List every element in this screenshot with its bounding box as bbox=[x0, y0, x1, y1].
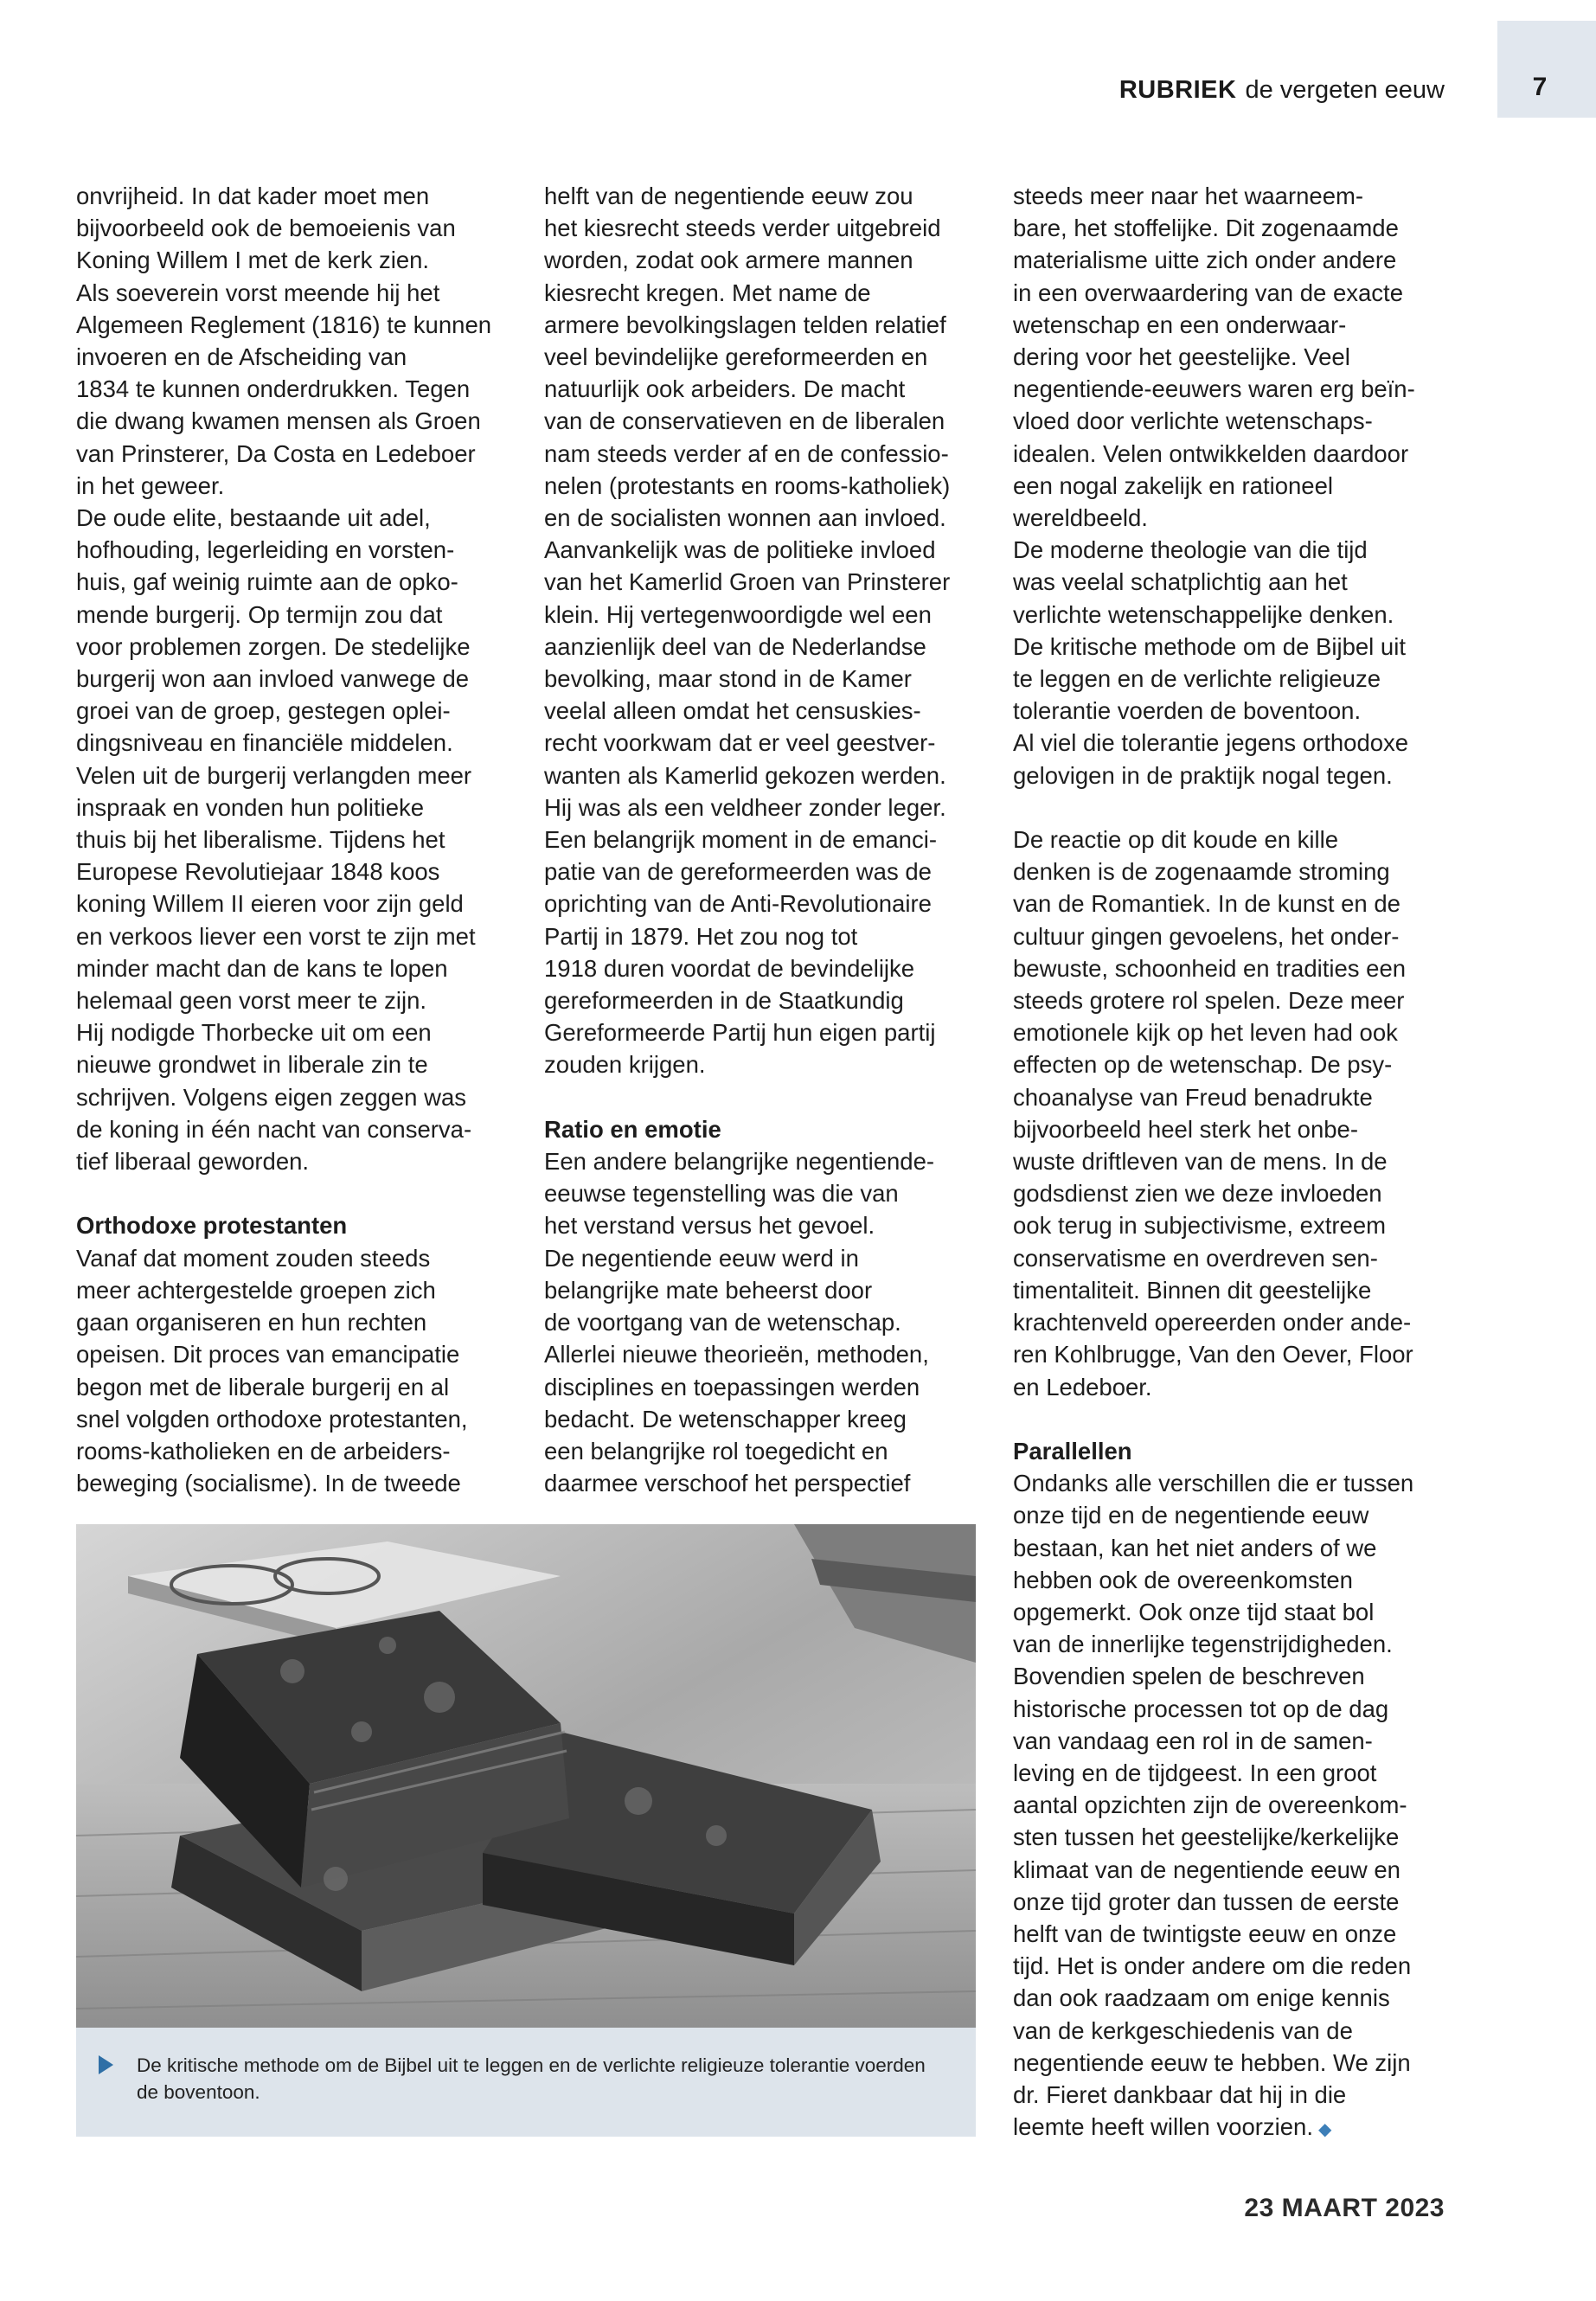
text-line: Een belangrijk moment in de emanci- bbox=[544, 826, 937, 854]
text-line: steeds meer naar het waarneem- bbox=[1013, 183, 1364, 209]
paragraph bbox=[544, 1145, 994, 1242]
text-line: helemaal geen vorst meer te zijn. bbox=[76, 987, 427, 1015]
text-line: De negentiende eeuw werd in bbox=[544, 1244, 859, 1272]
text-line: onze tijd groter dan tussen de eerste bbox=[1013, 1888, 1400, 1915]
text-line: patie van de gereformeerden was de bbox=[544, 858, 932, 886]
text-line: Een andere belangrijke negentiende- bbox=[544, 1148, 935, 1176]
text-line: helft van de twintigste eeuw en onze bbox=[1013, 1920, 1397, 1947]
paragraph bbox=[76, 1016, 526, 1177]
text-line: minder macht dan de kans te lopen bbox=[76, 954, 448, 982]
text-line: steeds grotere rol spelen. Deze meer bbox=[1013, 987, 1405, 1015]
text-line: aanzienlijk deel van de Nederlandse bbox=[544, 632, 926, 660]
text-line: te leggen en de verlichte religieuze bbox=[1013, 665, 1381, 693]
text-line: en de socialisten wonnen aan invloed. bbox=[544, 504, 946, 532]
text-line: de koning in één nacht van conserva- bbox=[76, 1115, 472, 1143]
text-line: godsdienst zien we deze invloeden bbox=[1013, 1180, 1382, 1208]
column-2 bbox=[544, 180, 994, 1499]
section-subtitle: de vergeten eeuw bbox=[1245, 76, 1445, 104]
figure bbox=[76, 1524, 976, 2137]
text-line: Bovendien spelen de beschreven bbox=[1013, 1663, 1365, 1690]
paragraph-gap bbox=[1013, 792, 1497, 824]
text-line: armere bevolkingslagen telden relatief bbox=[544, 311, 946, 338]
text-line: De kritische methode om de Bijbel uit bbox=[1013, 632, 1406, 660]
text-line: bijvoorbeeld heel sterk het onbe- bbox=[1013, 1115, 1359, 1143]
text-line: idealen. Velen ontwikkelden daardoor bbox=[1013, 439, 1409, 467]
text-line: dr. Fieret dankbaar dat hij in die bbox=[1013, 2080, 1347, 2108]
paragraph bbox=[1013, 534, 1497, 727]
text-line: belangrijke mate beheerst door bbox=[544, 1276, 873, 1304]
paragraph bbox=[544, 1242, 994, 1500]
column-1 bbox=[76, 180, 526, 1499]
text-line: wetenschap en een onderwaar- bbox=[1013, 311, 1347, 338]
text-line: veel bevindelijke gereformeerden en bbox=[544, 343, 928, 371]
paragraph-gap bbox=[544, 1081, 994, 1113]
old-books-photo-icon bbox=[76, 1524, 976, 2028]
text-line: nieuwe grondwet in liberale zin te bbox=[76, 1051, 428, 1079]
text-line: wuste driftleven van de mens. In de bbox=[1013, 1148, 1388, 1176]
text-line: burgerij won aan invloed vanwege de bbox=[76, 665, 470, 693]
text-line: koning Willem II eieren voor zijn geld bbox=[76, 890, 464, 918]
text-line: choanalyse van Freud benadrukte bbox=[1013, 1083, 1373, 1111]
text-line: invoeren en de Afscheiding van bbox=[76, 343, 407, 371]
text-line: thuis bij het liberalisme. Tijdens het bbox=[76, 826, 445, 854]
text-line: De moderne theologie van die tijd bbox=[1013, 536, 1368, 564]
paragraph-gap bbox=[1013, 1403, 1497, 1435]
text-line: Vanaf dat moment zouden steeds bbox=[76, 1244, 431, 1272]
text-line: worden, zodat ook armere mannen bbox=[544, 247, 913, 274]
text-line: van de innerlijke tegenstrijdigheden. bbox=[1013, 1631, 1393, 1658]
text-line: en Ledeboer. bbox=[1013, 1373, 1152, 1400]
text-line: nelen (protestants en rooms-katholiek) bbox=[544, 471, 951, 499]
paragraph bbox=[1013, 180, 1497, 534]
text-line: daarmee verschoof het perspectief bbox=[544, 1470, 911, 1497]
text-line: 1834 te kunnen onderdrukken. Tegen bbox=[76, 375, 471, 403]
figure-caption: De kritische methode om de Bijbel uit te leggen en de verlichte religieuze tolerantie voerden de boventoon. bbox=[137, 2054, 926, 2103]
text-line: die dwang kwamen mensen als Groen bbox=[76, 407, 481, 435]
text-line: Europese Revolutiejaar 1848 koos bbox=[76, 858, 440, 886]
text-line: onze tijd en de negentiende eeuw bbox=[1013, 1502, 1369, 1529]
text-line: negentiende eeuw te hebben. We zijn bbox=[1013, 2048, 1411, 2076]
text-line: recht voorkwam dat er veel geestver- bbox=[544, 729, 936, 757]
text-line: tijd. Het is onder andere om die reden bbox=[1013, 1952, 1412, 1980]
paragraph bbox=[76, 502, 526, 1016]
issue-date: 23 MAART 2023 bbox=[1244, 2194, 1445, 2222]
text-line: onvrijheid. In dat kader moet men bbox=[76, 183, 430, 209]
page-number: 7 bbox=[1532, 73, 1548, 101]
text-line: Gereformeerde Partij hun eigen partij bbox=[544, 1019, 936, 1047]
text-line: disciplines en toepassingen werden bbox=[544, 1373, 920, 1400]
page-number-tab bbox=[1497, 21, 1596, 118]
text-line: Velen uit de burgerij verlangden meer bbox=[76, 761, 472, 789]
paragraph-final bbox=[1013, 1467, 1497, 2146]
text-line: krachtenveld opereerden onder ande- bbox=[1013, 1309, 1412, 1336]
text-line: groei van de groep, gestegen oplei- bbox=[76, 697, 451, 725]
text-line: Partij in 1879. Het zou nog tot bbox=[544, 922, 858, 950]
text-line: begon met de liberale burgerij en al bbox=[76, 1373, 450, 1400]
text-line: dingsniveau en financiële middelen. bbox=[76, 729, 453, 757]
text-line: emotionele kijk op het leven had ook bbox=[1013, 1019, 1398, 1047]
caption-arrow-icon bbox=[99, 2055, 113, 2074]
text-line: van het Kamerlid Groen van Prinsterer bbox=[544, 568, 951, 596]
text-line: inspraak en vonden hun politieke bbox=[76, 793, 425, 821]
text-line: opeisen. Dit proces van emancipatie bbox=[76, 1341, 460, 1368]
text-line: ren Kohlbrugge, Van den Oever, Floor bbox=[1013, 1341, 1413, 1368]
text-line: bestaan, kan het niet anders of we bbox=[1013, 1534, 1377, 1561]
text-line: beweging (socialisme). In de tweede bbox=[76, 1470, 461, 1497]
text-line: Als soeverein vorst meende hij het bbox=[76, 279, 440, 306]
text-line: denken is de zogenaamde stroming bbox=[1013, 858, 1390, 886]
text-line: Al viel die tolerantie jegens orthodoxe bbox=[1013, 729, 1409, 757]
text-line: mende burgerij. Op termijn zou dat bbox=[76, 600, 443, 628]
text-line: huis, gaf weinig ruimte aan de opko- bbox=[76, 568, 458, 596]
text-line: natuurlijk ook arbeiders. De macht bbox=[544, 375, 906, 403]
text-line: conservatisme en overdreven sen- bbox=[1013, 1244, 1378, 1272]
text-line: bewuste, schoonheid en tradities een bbox=[1013, 954, 1407, 982]
text-line: van Prinsterer, Da Costa en Ledeboer bbox=[76, 439, 476, 467]
text-line: wanten als Kamerlid gekozen werden. bbox=[544, 761, 946, 789]
text-line: tief liberaal geworden. bbox=[76, 1148, 310, 1176]
text-line: De reactie op dit koude en kille bbox=[1013, 826, 1339, 854]
text-line: Allerlei nieuwe theorieën, methoden, bbox=[544, 1341, 929, 1368]
text-line: meer achtergestelde groepen zich bbox=[76, 1276, 436, 1304]
section-label: RUBRIEK bbox=[1118, 76, 1237, 104]
text-line: leving en de tijdgeest. In een groot bbox=[1013, 1759, 1377, 1786]
text-line: oprichting van de Anti-Revolutionaire bbox=[544, 890, 932, 918]
paragraph bbox=[76, 277, 526, 502]
paragraph bbox=[1013, 727, 1497, 791]
text-line: schrijven. Volgens eigen zeggen was bbox=[76, 1083, 466, 1111]
text-line: timentaliteit. Binnen dit geestelijke bbox=[1013, 1276, 1372, 1304]
text-line: van de kerkgeschiedenis van de bbox=[1013, 2016, 1353, 2044]
text-line: in het geweer. bbox=[76, 471, 225, 499]
text-line: hofhouding, legerleiding en vorsten- bbox=[76, 536, 455, 564]
text-line: bevolking, maar stond in de Kamer bbox=[544, 665, 912, 693]
text-line: De oude elite, bestaande uit adel, bbox=[76, 504, 431, 532]
text-line: historische processen tot op de dag bbox=[1013, 1695, 1389, 1722]
subheading-ratio-en-emotie: Ratio en emotie bbox=[544, 1115, 721, 1143]
paragraph bbox=[76, 1242, 526, 1500]
text-line: 1918 duren voordat de bevindelijke bbox=[544, 954, 915, 982]
text-line: van vandaag een rol in de samen- bbox=[1013, 1727, 1373, 1754]
text-line: materialisme uitte zich onder andere bbox=[1013, 247, 1397, 274]
text-line: Ondanks alle verschillen die er tussen bbox=[1013, 1470, 1414, 1497]
text-line: van de conservatieven en de liberalen bbox=[544, 407, 945, 435]
end-mark-icon: ◆ bbox=[1318, 2120, 1332, 2140]
text-line: hebben ook de overeenkomsten bbox=[1013, 1566, 1353, 1593]
caption-box bbox=[76, 2028, 976, 2137]
text-line: aantal opzichten zijn de overeenkom- bbox=[1013, 1791, 1407, 1819]
text-line: ook terug in subjectivisme, extreem bbox=[1013, 1212, 1387, 1240]
text-line: Aanvankelijk was de politieke invloed bbox=[544, 536, 936, 564]
text-line: nam steeds verder af en de confessio- bbox=[544, 439, 949, 467]
paragraph-gap bbox=[76, 1177, 526, 1209]
text-line: tolerantie voerden de boventoon. bbox=[1013, 697, 1362, 725]
text-line: dan ook raadzaam om enige kennis bbox=[1013, 1984, 1390, 2012]
text-line: de voortgang van de wetenschap. bbox=[544, 1309, 901, 1336]
text-line: sten tussen het geestelijke/kerkelijke bbox=[1013, 1823, 1400, 1851]
text-line: voor problemen zorgen. De stedelijke bbox=[76, 632, 471, 660]
text-line: verlichte wetenschappelijke denken. bbox=[1013, 600, 1394, 628]
text-line: bare, het stoffelijke. Dit zogenaamde bbox=[1013, 215, 1399, 242]
subheading-parallellen: Parallellen bbox=[1013, 1437, 1132, 1465]
text-line: opgemerkt. Ook onze tijd staat bol bbox=[1013, 1598, 1375, 1625]
text-line: wereldbeeld. bbox=[1013, 504, 1148, 532]
text-line: in een overwaardering van de exacte bbox=[1013, 279, 1403, 306]
text-line: een belangrijke rol toegedicht en bbox=[544, 1437, 888, 1465]
text-line: van de Romantiek. In de kunst en de bbox=[1013, 890, 1401, 918]
text-line: het verstand versus het gevoel. bbox=[544, 1212, 875, 1240]
text-line: Hij was als een veldheer zonder leger. bbox=[544, 793, 946, 821]
text-line: en verkoos liever een vorst te zijn met bbox=[76, 922, 476, 950]
text-line: helft van de negentiende eeuw zou bbox=[544, 183, 913, 209]
text-line: Hij nodigde Thorbecke uit om een bbox=[76, 1019, 432, 1047]
text-line: gaan organiseren en hun rechten bbox=[76, 1309, 427, 1336]
text-line: gelovigen in de praktijk nogal tegen. bbox=[1013, 761, 1393, 789]
text-line: zouden krijgen. bbox=[544, 1051, 706, 1079]
text-line: een nogal zakelijk en rationeel bbox=[1013, 471, 1333, 499]
text-line: eeuwse tegenstelling was die van bbox=[544, 1180, 899, 1208]
text-line: bedacht. De wetenschapper kreeg bbox=[544, 1405, 907, 1433]
text-line: Algemeen Reglement (1816) te kunnen bbox=[76, 311, 492, 338]
text-line: veelal alleen omdat het censuskies- bbox=[544, 697, 921, 725]
text-line: was veelal schatplichtig aan het bbox=[1013, 568, 1348, 596]
paragraph bbox=[544, 180, 994, 1081]
text-line: het kiesrecht steeds verder uitgebreid bbox=[544, 215, 941, 242]
text-line: rooms-katholieken en de arbeiders- bbox=[76, 1437, 451, 1465]
paragraph bbox=[76, 180, 526, 277]
text-line: negentiende-eeuwers waren erg beïn- bbox=[1013, 375, 1415, 403]
text-line: dering voor het geestelijke. Veel bbox=[1013, 343, 1350, 371]
text-line: klein. Hij vertegenwoordigde wel een bbox=[544, 600, 932, 628]
text-line: Koning Willem I met de kerk zien. bbox=[76, 247, 430, 274]
subheading-orthodoxe-protestanten: Orthodoxe protestanten bbox=[76, 1212, 348, 1240]
column-3 bbox=[1013, 180, 1497, 2146]
running-header bbox=[1119, 76, 1445, 105]
text-line: klimaat van de negentiende eeuw en bbox=[1013, 1856, 1401, 1883]
text-line: bijvoorbeeld ook de bemoeienis van bbox=[76, 215, 456, 242]
text-line: effecten op de wetenschap. De psy- bbox=[1013, 1051, 1393, 1079]
text-line: vloed door verlichte wetenschaps- bbox=[1013, 407, 1373, 435]
text-line: snel volgden orthodoxe protestanten, bbox=[76, 1405, 468, 1433]
text-line: gereformeerden in de Staatkundig bbox=[544, 987, 904, 1015]
text-line: cultuur gingen gevoelens, het onder- bbox=[1013, 922, 1400, 950]
text-line: leemte heeft willen voorzien. ◆ bbox=[1013, 2113, 1332, 2141]
paragraph bbox=[1013, 824, 1497, 1403]
text-line: kiesrecht kregen. Met name de bbox=[544, 279, 871, 306]
